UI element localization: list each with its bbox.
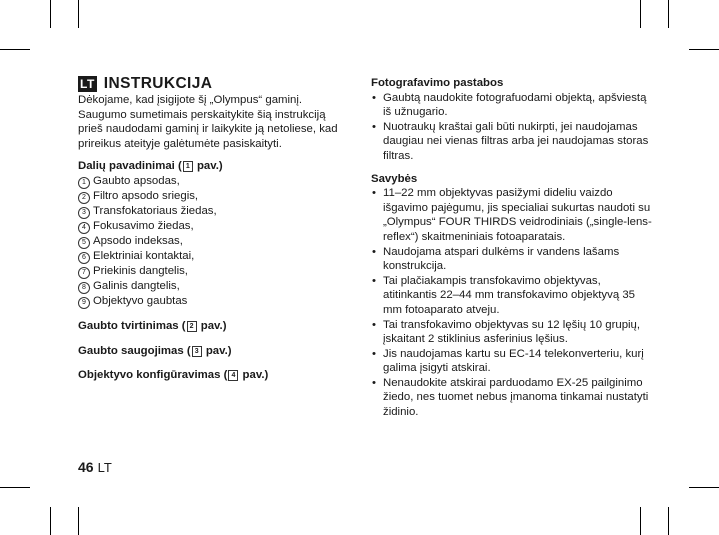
left-column [78,76,340,393]
part-label: Filtro apsodo sriegis, [93,189,199,202]
part-item [78,264,340,279]
section-hood-storage: Gaubto saugojimas ( 3 pav.) [78,344,232,357]
list-item: • Tai transfokavimo objektyvas su 12 lęšių 10 grupių, įskaitant 2 stiklinius asferinius lęšius. [371,318,656,347]
part-label: Fokusavimo žiedas, [93,219,194,232]
list-item: • Nenaudokite atskirai parduodamo EX-25 pailginimo žiedo, nes tuomet nebus įmanoma tinkamai nustatyti židinio. [371,376,656,420]
section-hood-attach: Gaubto tvirtinimas ( 2 pav.) [78,319,227,332]
section-lens-config: Objektyvo konfigūravimas ( 4 pav.) [78,369,269,382]
parts-heading: Dalių pavadinimai ( 1 pav.) [78,160,223,173]
crop-mark [640,0,641,28]
part-item [78,294,340,309]
figure-ref: 3 [192,346,202,357]
part-item [78,204,340,219]
right-column [371,76,656,428]
photo-notes-heading: Fotografavimo pastabos [371,77,504,89]
part-number: 1 [78,177,90,189]
crop-mark [640,507,641,535]
figure-ref: 1 [183,161,193,172]
part-item [78,219,340,234]
part-number: 8 [78,282,90,294]
list-item: • Tai plačiakampis transfokavimo objektyvas, atitinkantis 22–44 mm transfokavimo objektyvą 35 mm fotoaparato atveju. [371,274,656,318]
footer-language: LT [97,460,112,475]
page-title: INSTRUKCIJA [103,74,213,92]
part-label: Galinis dangtelis, [93,279,180,292]
crop-mark [78,507,79,535]
part-label: Apsodo indeksas, [93,234,183,247]
figure-ref: 4 [228,370,238,381]
crop-mark [78,0,79,28]
crop-mark [50,0,51,28]
part-item [78,249,340,264]
features-list [371,186,656,420]
part-item [78,189,340,204]
page-number: 46 [78,459,94,475]
part-item [78,279,340,294]
page-header [78,76,340,92]
part-label: Elektriniai kontaktai, [93,249,195,262]
crop-mark [0,487,30,488]
intro-paragraph: Dėkojame, kad įsigijote šį „Olympus“ gaminį. Saugumo sumetimais perskaitykite šią instrukciją prieš naudodami gaminį ir laikykite ją netoliese, kad prireikus ateityje galėtumėte pasiskaityti. [78,94,338,150]
crop-mark [668,507,669,535]
crop-mark [689,49,719,50]
part-number: 3 [78,207,90,219]
list-item: • Gaubtą naudokite fotografuodami objektą, apšviestą iš užnugario. [371,91,656,120]
list-item: • Jis naudojamas kartu su EC-14 telekonverteriu, kurį galima įsigyti atskirai. [371,347,656,376]
part-item [78,174,340,189]
part-number: 6 [78,252,90,264]
page-footer [78,459,112,475]
part-number: 9 [78,297,90,309]
crop-mark [668,0,669,28]
language-badge: LT [80,77,95,91]
parts-list [78,174,340,309]
figure-ref: 2 [187,321,197,332]
part-label: Gaubto apsodas, [93,174,180,187]
part-label: Transfokatoriaus žiedas, [93,204,217,217]
crop-mark [689,487,719,488]
crop-mark [0,49,30,50]
part-number: 4 [78,222,90,234]
list-item: • Nuotraukų kraštai gali būti nukirpti, jei naudojamas daugiau nei vienas filtras arba jei naudojamas storas filtras. [371,120,656,164]
part-label: Priekinis dangtelis, [93,264,188,277]
part-label: Objektyvo gaubtas [93,294,188,307]
list-item: • Naudojama atspari dulkėms ir vandens lašams konstrukcija. [371,245,656,274]
part-number: 2 [78,192,90,204]
photo-notes-list [371,91,656,164]
part-item [78,234,340,249]
features-heading: Savybės [371,172,418,185]
part-number: 5 [78,237,90,249]
part-number: 7 [78,267,90,279]
crop-mark [50,507,51,535]
list-item: • 11–22 mm objektyvas pasižymi dideliu vaizdo išgavimo pajėgumu, jis specialiai sukurtas naudoti su „Olympus“ FOUR THIRDS veidrodiniais („single-lens-reflex“) skaitmeniniais fotoaparatais. [371,186,656,244]
